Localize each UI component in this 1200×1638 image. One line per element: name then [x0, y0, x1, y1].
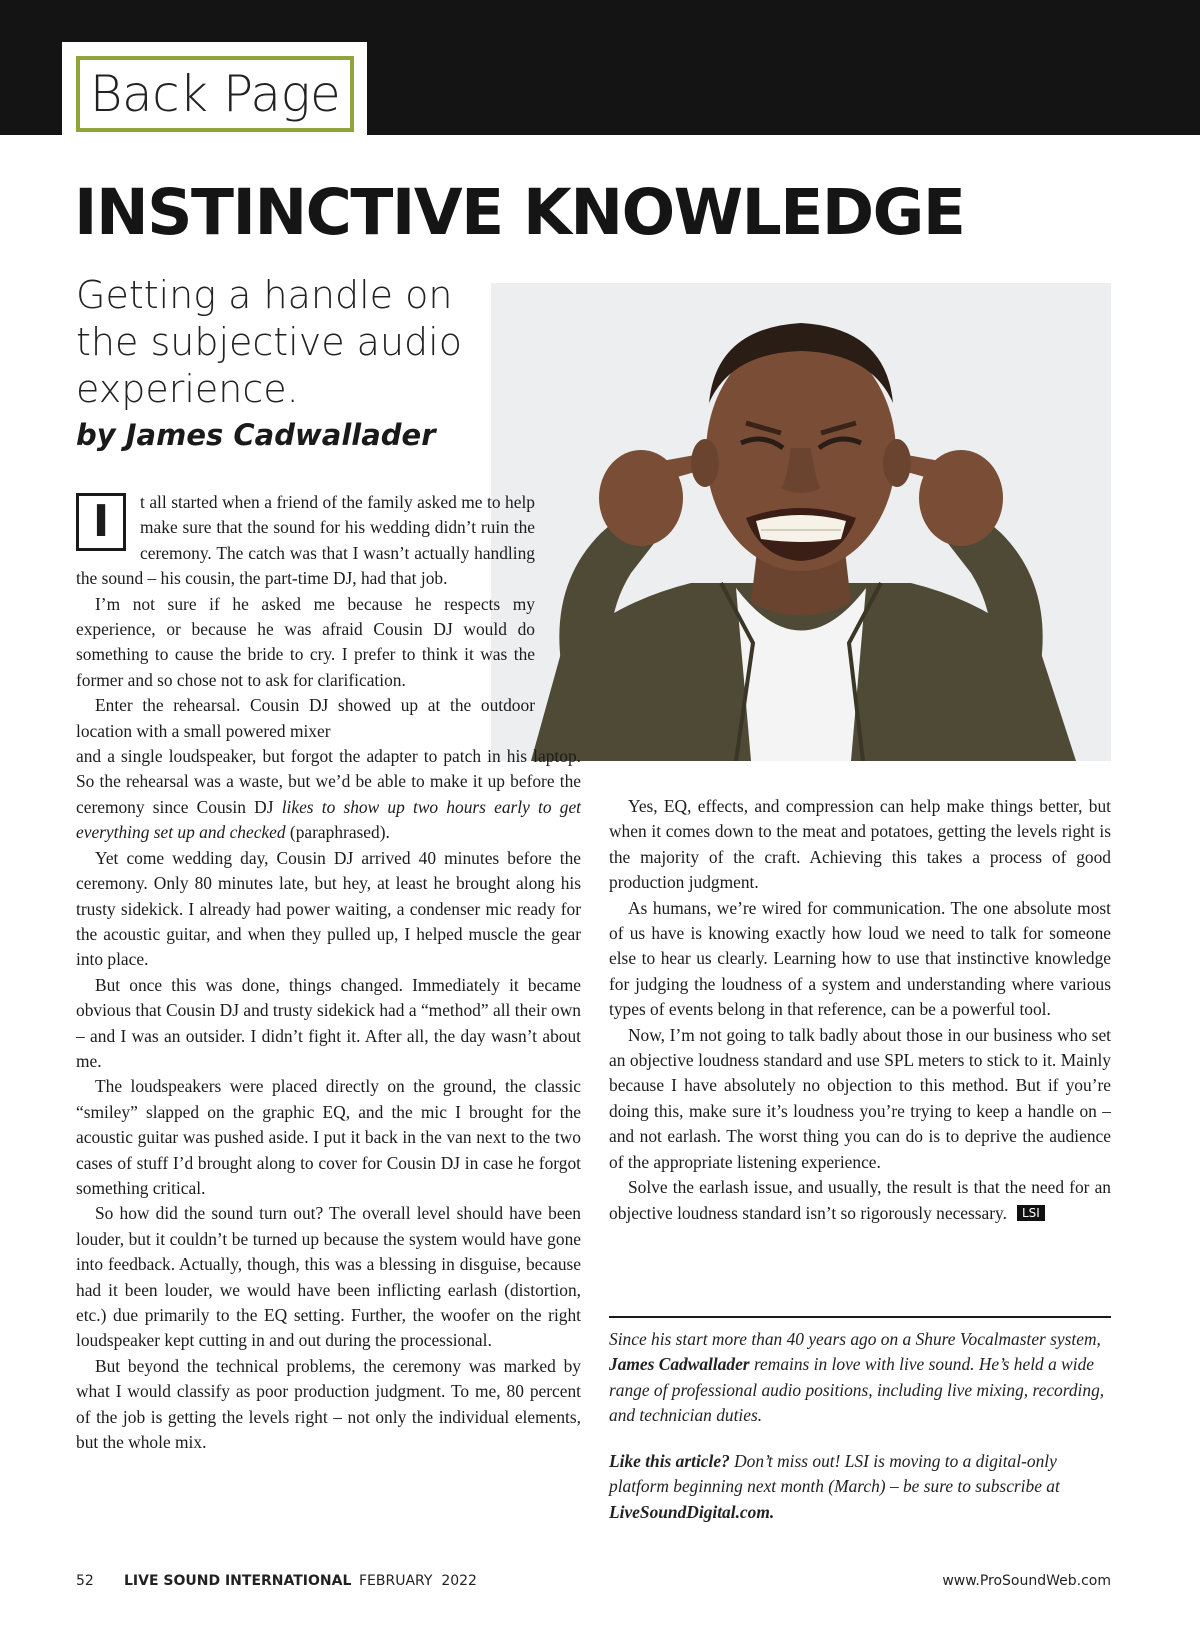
headline: INSTINCTIVE KNOWLEDGE: [74, 176, 965, 249]
body-paragraph-11: Now, I’m not going to talk badly about those in our business who set an objective loudness standard and use SPL meters to stick to it. Mainly because I have absolutely no objection to this method. But if you’re doing this, make sure it’s loudness you’re trying to keep a handle on – and not earlash. The worst thing you can do is to deprive the audience of the appropriate listening experience.: [609, 1024, 1111, 1172]
author-bio-pre: Since his start more than 40 years ago on a Shure Vocalmaster system,: [609, 1329, 1101, 1349]
promo-lead: Like this article?: [609, 1451, 730, 1471]
body-paragraph-6: The loudspeakers were placed directly on the ground, the classic “smiley” slapped on the graphic EQ, and the mic I brought for the acoustic guitar was pushed aside. I put it back in the van next to the two cases of stuff I’d brought along to cover for Cousin DJ in case he forgot something critical.: [76, 1076, 581, 1198]
promo-link[interactable]: LiveSoundDigital.com.: [609, 1501, 775, 1522]
byline: by James Cadwallader: [76, 418, 436, 452]
body-paragraph-3b-text: and a single loudspeaker, but forgot the adapter to patch in his laptop. So the rehearsal was a waste, but we’d be able to make it up before the ceremony since Cousin DJ: [76, 746, 581, 817]
promo-body: Don’t miss out! LSI is moving to a digital-only platform beginning next month (March) – be sure to subscribe at: [609, 1451, 1060, 1497]
author-bio-post: remains in love with live sound. He’s held a wide range of professional audio positions, including live mixing, recording, and technician duties.: [609, 1354, 1105, 1426]
author-bio-name: James Cadwallader: [609, 1354, 750, 1375]
body-paragraph-3a: Enter the rehearsal. Cousin DJ showed up at the outdoor location with a small powered mixer: [76, 695, 535, 741]
drop-cap: I: [76, 493, 126, 551]
body-paragraph-9: Yes, EQ, effects, and compression can help make things better, but when it comes down to the meat and potatoes, getting the levels right is the majority of the craft. Achieving this takes a process of good production judgment.: [609, 796, 1111, 893]
body-paragraph-1-text: t all started when a friend of the family asked me to help make sure that the sound for his wedding didn’t ruin the ceremony. The catch was that I wasn’t actually handling the sound – his cousin, the part-time DJ, had that job.: [76, 492, 535, 589]
man-covering-ears-illustration: [491, 283, 1111, 761]
body-column-right: [609, 794, 1111, 1226]
body-paragraph-1: [76, 490, 535, 592]
body-paragraph-12-text: Solve the earlash issue, and usually, the result is that the need for an objective loudness standard isn’t so rigorously necessary.: [609, 1177, 1111, 1223]
page-number: 52: [76, 1573, 94, 1589]
author-bio: [609, 1327, 1111, 1429]
body-paragraph-3b: [76, 744, 581, 846]
body-paragraph-3-italic: likes to show up two hours early to get everything set up and checked: [76, 796, 581, 843]
bio-divider: [609, 1316, 1111, 1318]
body-paragraph-3-end: (paraphrased).: [289, 822, 390, 843]
body-paragraph-7: So how did the sound turn out? The overall level should have been louder, but it couldn’t be turned up because the system would have gone into feedback. Actually, though, this was a blessing in disguise, because had it been louder, we would have been inflicting earlash (distortion, etc.) due primarily to the EQ setting. Further, the woofer on the right loudspeaker kept cutting in and out during the processional.: [76, 1203, 581, 1351]
section-label: Back Page: [89, 65, 341, 123]
body-paragraph-10: As humans, we’re wired for communication. The one absolute most of us have is knowing exactly how loud we need to talk for someone else to hear us clearly. Learning how to use that instinctive knowledge for judging the loudness of a system and understanding where various types of events belong in that reference, can be a powerful tool.: [609, 897, 1111, 1020]
body-paragraph-5: But once this was done, things changed. Immediately it became obvious that Cousin DJ and trusty sidekick had a “method” all their own – and I was an outsider. I didn’t fight it. After all, the day wasn’t about me.: [76, 974, 581, 1071]
section-label-box: [76, 56, 354, 132]
body-paragraph-4: Yet come wedding day, Cousin DJ arrived 40 minutes before the ceremony. Only 80 minutes late, but hey, at least he brought along his trusty sidekick. I already had power waiting, a condenser mic ready for the acoustic guitar, and when they pulled up, I helped muscle the gear into place.: [76, 847, 581, 970]
body-paragraph-8: But beyond the technical problems, the ceremony was marked by what I would classify as poor production judgment. To me, 80 percent of the job is getting the levels right – not only the individual elements, but the whole mix.: [76, 1355, 581, 1453]
issue-date: FEBRUARY 2022: [359, 1573, 477, 1589]
magazine-name: LIVE SOUND INTERNATIONAL: [124, 1573, 352, 1589]
section-tab: [62, 42, 367, 135]
body-paragraph-2: I’m not sure if he asked me because he respects my experience, or because he was afraid Cousin DJ would do something to cause the bride to cry. I prefer to think it was the former and so chose not to ask for clarification.: [76, 593, 535, 690]
deck-subtitle: Getting a handle on the subjective audio experience.: [76, 273, 462, 411]
body-column-left: [76, 490, 581, 1455]
body-paragraph-12: [609, 1175, 1111, 1226]
narrow-column-segment: [76, 490, 581, 744]
article-photo: [491, 283, 1111, 761]
end-mark-badge: LSI: [1017, 1205, 1045, 1221]
website-link[interactable]: www.ProSoundWeb.com: [942, 1573, 1111, 1589]
subscribe-promo: [609, 1449, 1111, 1525]
